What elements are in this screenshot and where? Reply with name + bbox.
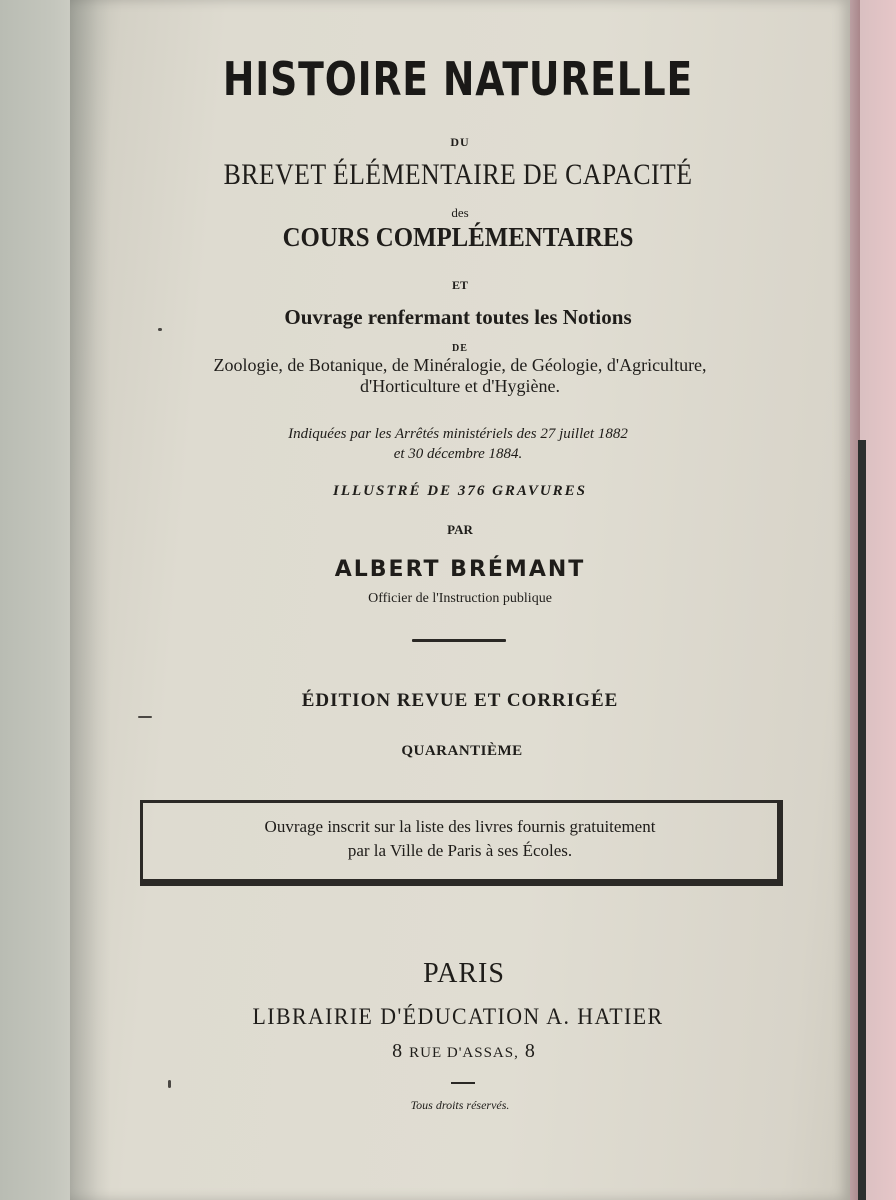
publisher-name: LIBRAIRIE D'ÉDUCATION A. HATIER (252, 1004, 664, 1029)
book-subtitle-cours: COURS COMPLÉMENTAIRES (282, 222, 634, 252)
description-connector-de: DE (452, 343, 468, 354)
short-divider-rule (451, 1082, 475, 1084)
ink-speck (158, 328, 162, 331)
decree-note (288, 424, 628, 464)
title-connector-du: DU (450, 135, 470, 149)
ink-speck (138, 716, 152, 718)
notice-text (265, 815, 656, 863)
address-number-1: 8 (392, 1040, 404, 1062)
book-title: HISTOIRE NATURELLE (222, 52, 694, 106)
sciences-list (213, 355, 706, 397)
author-title: Officier de l'Instruction publique (368, 591, 552, 606)
notice-line-2: par la Ville de Paris à ses Écoles. (347, 841, 573, 860)
illustration-note: ILLUSTRÉ DE 376 GRAVURES (332, 483, 588, 499)
sciences-line-1: Zoologie, de Botanique, de Minéralogie, de Géologie, d'Agriculture, (213, 355, 707, 375)
publisher-address (392, 1040, 536, 1063)
publisher-city: PARIS (423, 958, 505, 989)
subtitle-connector-des: des (451, 205, 469, 220)
notice-line-1: Ouvrage inscrit sur la liste des livres fournis gratuitement (264, 817, 656, 836)
subtitle-connector-et: ET (451, 278, 469, 292)
by-connector: PAR (447, 522, 473, 537)
book-subtitle: BREVET ÉLÉMENTAIRE DE CAPACITÉ (223, 158, 693, 191)
edition-statement: ÉDITION REVUE ET CORRIGÉE (301, 690, 619, 711)
decree-note-line-1: Indiquées par les Arrêtés ministériels des 27 juillet 1882 (288, 426, 628, 442)
address-street: RUE D'ASSAS, (409, 1045, 519, 1061)
address-number-2: 8 (524, 1040, 536, 1062)
description-line: Ouvrage renfermant toutes les Notions (284, 305, 632, 329)
edition-number: QUARANTIÈME (401, 743, 523, 759)
page-gutter-shadow (70, 0, 110, 1200)
ink-speck (168, 1080, 171, 1088)
rights-notice: Tous droits réservés. (410, 1098, 510, 1112)
sciences-line-2: d'Horticulture et d'Hygiène. (360, 376, 560, 396)
divider-rule (412, 639, 506, 642)
decree-note-line-2: et 30 décembre 1884. (393, 446, 523, 462)
book-spine-band (858, 440, 866, 1200)
author-name: ALBERT BRÉMANT (334, 557, 586, 582)
